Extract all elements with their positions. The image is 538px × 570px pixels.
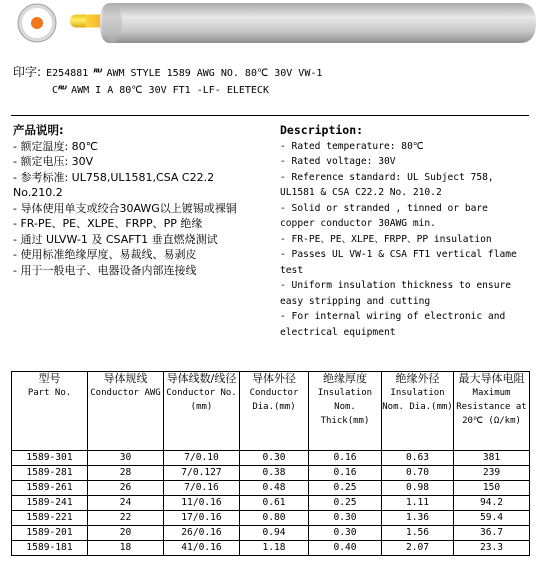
cell-awg: 20	[88, 526, 164, 541]
features-cn-item: - 通过 ULVW-1 及 CSAFT1 垂直燃烧测试	[13, 232, 218, 246]
cell-conductor-dia: 0.48	[240, 481, 309, 496]
cell-conductor-dia: 0.61	[240, 496, 309, 511]
cell-part-no: 1589-281	[12, 466, 88, 481]
cell-insulation-dia: 1.36	[382, 511, 454, 526]
table-row	[12, 511, 530, 526]
features-cn-item: - 导体使用单支或绞合30AWG以上镀锡或裸铜	[13, 201, 237, 215]
features-cn-item: - 额定温度: 80℃	[13, 139, 99, 153]
features-cn-item: - FR-PE、PE、XLPE、FRPP、PP 绝缘	[13, 217, 203, 230]
cell-conductor-dia: 0.38	[240, 466, 309, 481]
features-en-heading: Description:	[280, 123, 364, 137]
header-insulation-dia: 绝缘外径 Insulation Nom. Dia.(mm)	[382, 372, 454, 451]
marking-line-2: AWM I A 80℃ 30V FT1 -LF- ELETECK	[71, 85, 269, 96]
cable-illustration	[0, 0, 538, 50]
features-chinese	[13, 123, 281, 278]
cell-strands: 26/0.16	[164, 526, 240, 541]
cell-strands: 7/0.127	[164, 466, 240, 481]
features-cn-item: - 参考标准: UL758,UL1581,CSA C22.2	[13, 170, 215, 184]
cell-insulation-dia: 0.98	[382, 481, 454, 496]
features-en-item: - Rated voltage: 30V	[280, 156, 396, 167]
table-row	[12, 526, 530, 541]
cell-strands: 7/0.10	[164, 451, 240, 466]
features-en-item: - Rated temperature: 80℃	[280, 140, 424, 152]
cell-insulation-thick: 0.25	[309, 496, 382, 511]
marking-line-1: AWM STYLE 1589 AWG NO. 80℃ 30V VW-1	[106, 68, 323, 79]
cell-strands: 41/0.16	[164, 541, 240, 556]
cell-insulation-thick: 0.25	[309, 481, 382, 496]
features-en-item: - Uniform insulation thickness to ensure easy stripping and cutting	[280, 280, 512, 307]
cell-part-no: 1589-221	[12, 511, 88, 526]
cell-resistance: 23.3	[454, 541, 530, 556]
header-insulation-thick: 绝缘厚度 Insulation Nom. Thick(mm)	[309, 372, 382, 451]
header-conductor-dia: 导体外径 Conductor Dia.(mm)	[240, 372, 309, 451]
features-cn-item: - 使用标准绝缘厚度、易裁线、易剥皮	[13, 248, 197, 261]
table-row	[12, 541, 530, 556]
header-part-no: 型号 Part No.	[12, 372, 88, 451]
cell-conductor-dia: 1.18	[240, 541, 309, 556]
cell-resistance: 59.4	[454, 511, 530, 526]
cell-resistance: 94.2	[454, 496, 530, 511]
features-en-item: - Passes UL VW-1 & CSA FT1 vertical flame test	[280, 249, 517, 276]
table-row	[12, 496, 530, 511]
cell-insulation-thick: 0.30	[309, 511, 382, 526]
cell-insulation-dia: 1.11	[382, 496, 454, 511]
cell-insulation-thick: 0.30	[309, 526, 382, 541]
cell-insulation-thick: 0.16	[309, 451, 382, 466]
cell-conductor-dia: 0.94	[240, 526, 309, 541]
cell-awg: 28	[88, 466, 164, 481]
marking-file-number: E254881	[46, 68, 89, 79]
cell-insulation-dia: 0.70	[382, 466, 454, 481]
table-row	[12, 466, 530, 481]
cell-awg: 18	[88, 541, 164, 556]
print-marking-line-2	[52, 78, 269, 97]
features-en-item: - Reference standard: UL Subject 758, UL1581 & CSA C22.2 No. 210.2	[280, 171, 494, 198]
marking-label: 印字:	[13, 65, 42, 79]
divider-line	[11, 115, 529, 116]
cell-conductor-dia: 0.80	[240, 511, 309, 526]
cell-part-no: 1589-261	[12, 481, 88, 496]
cell-part-no: 1589-181	[12, 541, 88, 556]
features-en-item: - For internal wiring of electronic and electrical equipment	[280, 311, 506, 338]
cell-part-no: 1589-241	[12, 496, 88, 511]
features-cn-item: No.210.2	[13, 186, 63, 199]
cell-awg: 26	[88, 481, 164, 496]
cell-insulation-dia: 2.07	[382, 541, 454, 556]
cell-insulation-dia: 1.56	[382, 526, 454, 541]
features-english	[280, 123, 528, 340]
cell-resistance: 381	[454, 451, 530, 466]
features-en-item: - FR-PE、PE、XLPE、FRPP、PP insulation	[280, 233, 492, 245]
header-conductor-no: 导体线数/线径 Conductor No.(mm)	[164, 372, 240, 451]
header-conductor-awg: 导体规线 Conductor AWG	[88, 372, 164, 451]
cell-awg: 24	[88, 496, 164, 511]
header-max-resistance: 最大导体电阻 Maximum Resistance at 20℃ (Ω/km)	[454, 372, 530, 451]
cell-insulation-thick: 0.16	[309, 466, 382, 481]
cell-conductor-dia: 0.30	[240, 451, 309, 466]
cell-insulation-dia: 0.63	[382, 451, 454, 466]
specification-table	[11, 371, 530, 556]
cable-cross-section	[18, 4, 56, 42]
table-header-row	[12, 372, 530, 451]
marking-c-prefix: C	[52, 85, 59, 96]
cell-part-no: 1589-201	[12, 526, 88, 541]
features-cn-item: - 额定电压: 30V	[13, 155, 94, 168]
cell-strands: 11/0.16	[164, 496, 240, 511]
cell-awg: 30	[88, 451, 164, 466]
table-row	[12, 481, 530, 496]
cable-side-view	[70, 3, 536, 43]
table-row	[12, 451, 530, 466]
features-cn-item: - 用于一般电子、电器设备内部连接线	[13, 263, 197, 277]
cell-resistance: 36.7	[454, 526, 530, 541]
cell-part-no: 1589-301	[12, 451, 88, 466]
ul-recognized-logo: ᴿᵁ	[93, 68, 102, 79]
cul-logo: ᴿᵁ	[58, 85, 66, 96]
features-cn-heading: 产品说明:	[13, 123, 64, 137]
cell-resistance: 150	[454, 481, 530, 496]
cell-insulation-thick: 0.40	[309, 541, 382, 556]
cell-strands: 7/0.16	[164, 481, 240, 496]
cell-strands: 17/0.16	[164, 511, 240, 526]
features-en-item: - Solid or stranded , tinned or bare copper conductor 30AWG min.	[280, 202, 488, 229]
cell-resistance: 239	[454, 466, 530, 481]
cell-awg: 22	[88, 511, 164, 526]
